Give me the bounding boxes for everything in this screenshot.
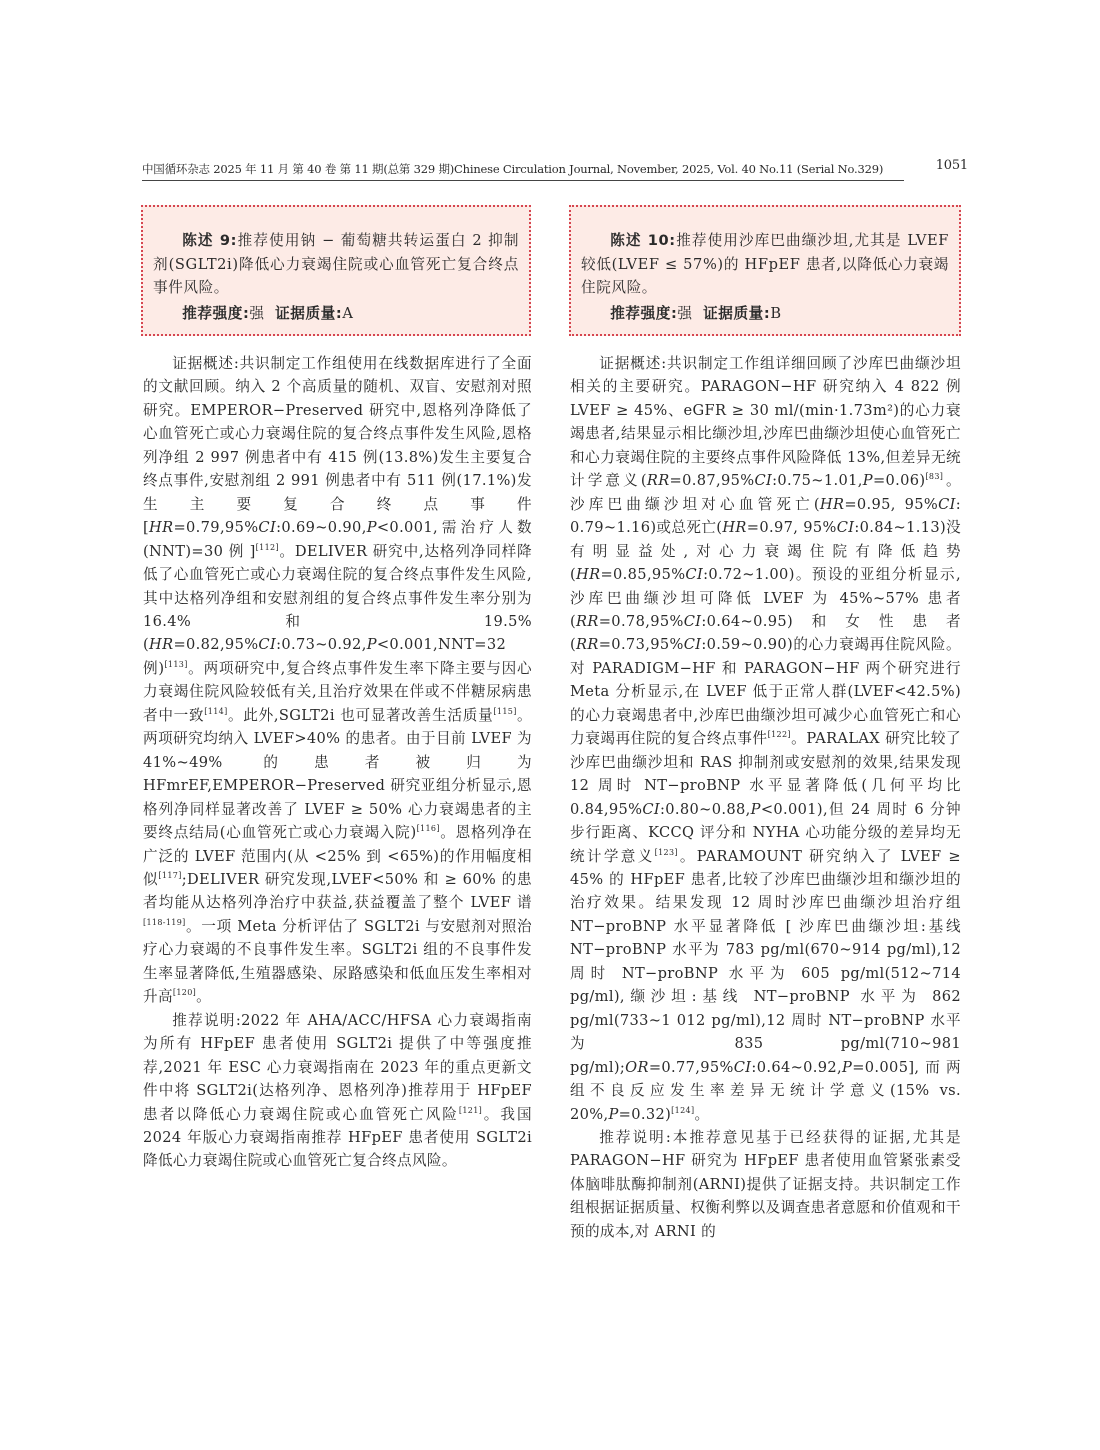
statement-10-box [569,205,961,336]
journal-running-title: 中国循环杂志 2025 年 11 月 第 40 卷 第 11 期(总第 329 期)Chinese Circulation Journal, November, 2025, Vol. 40 No.11 (Serial No.329) [142,162,884,176]
statement-9-box [141,205,531,336]
citation: [113] [164,659,188,669]
page-number: 1051 [935,158,968,173]
statement-10-lead: 陈述 10: [610,232,676,249]
recommendation-note-arni: 推荐说明:本推荐意见基于已经获得的证据,尤其是 PARAGON−HF 研究为 HFpEF 患者使用血管紧张素受体脑啡肽酶抑制剂(ARNI)提供了证据支持。共识制定工作组根据证据质量、权衡利弊以及调查患者意愿和价值观和干预的成本,对 ARNI 的 [570,1128,961,1240]
citation: [124] [671,1105,695,1115]
statement-10-text: 陈述 10:推荐使用沙库巴曲缬沙坦,尤其是 LVEF 较低(LVEF ≤ 57%)的 HFpEF 患者,以降低心力衰竭住院风险。 [581,232,950,296]
citation: [112] [255,542,279,552]
running-header [142,158,968,182]
citation: [114] [204,706,228,716]
citation: [116] [416,824,440,834]
citation: [117] [158,870,182,880]
citation: [123] [654,847,678,857]
citation: [83] [925,472,944,482]
citation: [122] [767,730,791,740]
right-column [570,352,961,1243]
statement-9-lead: 陈述 9: [182,232,238,249]
evidence-summary-sglt2i: 证据概述:共识制定工作组使用在线数据库进行了全面的文献回顾。纳入 2 个高质量的随机、双盲、安慰剂对照研究。EMPEROR−Preserved 研究中,恩格列净降低了心血管死亡或心力衰竭住院的复合终点事件发生风险,恩格列净组 2 997 例患者中有 415 例(13.8%)发生主要复合终点事件,安慰剂组 2 991 例患者中有 511 例(17.1%)发生主要复合终点事件 [HR=0.79,95%CI:0.69~0.90,P<0.001,需治疗人数(NNT)=30 例 ][112]。DELIVER 研究中,达格列净同样降低了心血管死亡或心力衰竭住院的复合终点事件发生风险,其中达格列净组和安慰剂组的复合终点事件发生率分别为 16.4% 和 19.5%(HR=0.82,95%CI:0.73~0.92,P<0.001,NNT=32 例)[113]。两项研究中,复合终点事件发生率下降主要与因心力衰竭住院风险较低有关,且治疗效果在伴或不伴糖尿病患者中一致[114]。此外,SGLT2i 也可显著改善生活质量[115]。两项研究均纳入 LVEF>40% 的患者。由于目前 LVEF 为 41%~49% 的患者被归为 HFmrEF,EMPEROR−Preserved 研究亚组分析显示,恩格列净同样显著改善了 LVEF ≥ 50% 心力衰竭患者的主要终点结局(心血管死亡或心力衰竭入院)[116]。恩格列净在广泛的 LVEF 范围内(从 <25% 到 <65%)的作用幅度相似[117];DELIVER 研究发现,LVEF<50% 和 ≥ 60% 的患者均能从达格列净治疗中获益,获益覆盖了整个 LVEF 谱[118-119]。一项 Meta 分析评估了 SGLT2i 与安慰剂对照治疗心力衰竭的不良事件发生率。SGLT2i 组的不良事件发生率显著降低,生殖器感染、尿路感染和低血压发生率相对升高[120]。 [143,355,532,1006]
statement-9-text: 陈述 9:推荐使用钠 − 葡萄糖共转运蛋白 2 抑制剂(SGLT2i)降低心力衰竭住院或心血管死亡复合终点事件风险。 [153,232,520,296]
statement-9-strength: 推荐强度:强 证据质量:A [182,304,354,322]
citation: [120] [172,988,197,998]
left-column [143,352,532,1173]
statement-10-strength: 推荐强度:强 证据质量:B [610,304,782,322]
recommendation-note-sglt2i: 推荐说明:2022 年 AHA/ACC/HFSA 心力衰竭指南为所有 HFpEF 患者使用 SGLT2i 提供了中等强度推荐,2021 年 ESC 心力衰竭指南在 2023 年的重点更新文件中将 SGLT2i(达格列净、恩格列净)推荐用于 HFpEF 患者以降低心力衰竭住院或心血管死亡风险[121]。我国 2024 年版心力衰竭指南推荐 HFpEF 患者使用 SGLT2i 降低心力衰竭住院或心血管死亡复合终点风险。 [143,1011,532,1170]
header-rule [142,180,904,181]
citation: [118-119] [143,917,186,927]
citation: [121] [458,1105,483,1115]
citation: [115] [493,706,517,716]
evidence-summary-arni: 证据概述:共识制定工作组详细回顾了沙库巴曲缬沙坦相关的主要研究。PARAGON−HF 研究纳入 4 822 例 LVEF ≥ 45%、eGFR ≥ 30 ml/(min·1.73m²)的心力衰竭患者,结果显示相比缬沙坦,沙库巴曲缬沙坦使心血管死亡和心力衰竭住院的主要终点事件风险降低 13%,但差异无统计学意义(RR=0.87,95%CI:0.75~1.01,P=0.06)[83]。沙库巴曲缬沙坦对心血管死亡(HR=0.95, 95%CI: 0.79~1.16)或总死亡(HR=0.97, 95%CI:0.84~1.13)没有明显益处,对心力衰竭住院有降低趋势(HR=0.85,95%CI:0.72~1.00)。预设的亚组分析显示,沙库巴曲缬沙坦可降低 LVEF 为 45%~57% 患者(RR=0.78,95%CI:0.64~0.95)和女性患者(RR=0.73,95%CI:0.59~0.90)的心力衰竭再住院风险。对 PARADIGM−HF 和 PARAGON−HF 两个研究进行 Meta 分析显示,在 LVEF 低于正常人群(LVEF<42.5%)的心力衰竭患者中,沙库巴曲缬沙坦可减少心血管死亡和心力衰竭再住院的复合终点事件[122]。PARALAX 研究比较了沙库巴曲缬沙坦和 RAS 抑制剂或安慰剂的效果,结果发现 12 周时 NT−proBNP 水平显著降低(几何平均比 0.84,95%CI:0.80~0.88,P<0.001),但 24 周时 6 分钟步行距离、KCCQ 评分和 NYHA 心功能分级的差异均无统计学意义[123]。PARAMOUNT 研究纳入了 LVEF ≥ 45% 的 HFpEF 患者,比较了沙库巴曲缬沙坦和缬沙坦的治疗效果。结果发现 12 周时沙库巴曲缬沙坦治疗组 NT−proBNP 水平显著降低 [ 沙库巴曲缬沙坦:基线 NT−proBNP 水平为 783 pg/ml(670~914 pg/ml),12 周时 NT−proBNP 水平为 605 pg/ml(512~714 pg/ml),缬沙坦:基线 NT−proBNP 水平为 862 pg/ml(733~1 012 pg/ml),12 周时 NT−proBNP 水平为 835 pg/ml(710~981 pg/ml);OR=0.77,95%CI:0.64~0.92,P=0.005],而两组不良反应发生率差异无统计学意义(15% vs. 20%,P=0.32)[124]。 [570,355,962,1123]
